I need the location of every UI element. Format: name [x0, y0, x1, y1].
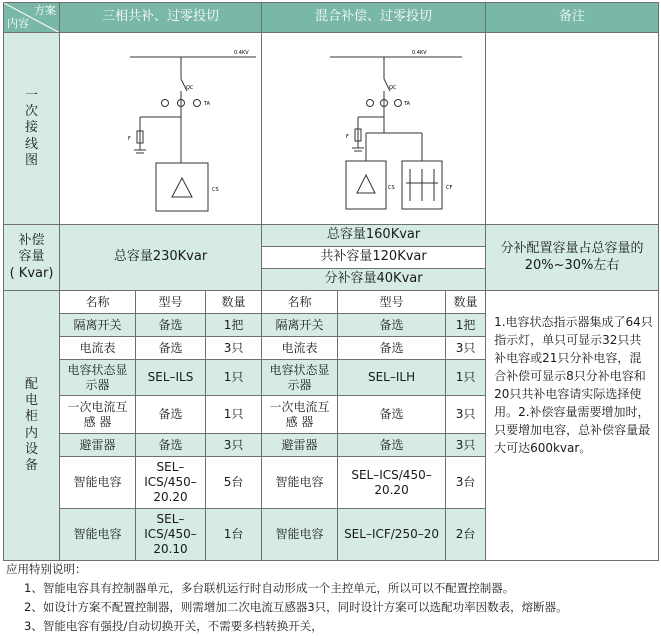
- wiring-row-label: 一次接线图: [4, 33, 60, 225]
- eq-model: SEL–ICS/450–20.20: [338, 457, 446, 509]
- eq-name: 一次电流互感 器: [262, 396, 338, 434]
- eq-model: SEL–ICS/450–20.10: [136, 509, 206, 561]
- eq-name: 电容状态显示器: [60, 360, 136, 396]
- eq-header-qty-1: 数量: [206, 291, 262, 314]
- eq-qty: 2台: [446, 509, 486, 561]
- single-line-diagram-2: [262, 33, 486, 220]
- eq-name: 隔离开关: [60, 314, 136, 337]
- eq-qty: 1把: [446, 314, 486, 337]
- cap-label-2b: CF: [446, 185, 453, 191]
- eq-qty: 3只: [446, 396, 486, 434]
- capacity-row-label: 补偿 容量 ( Kvar): [4, 225, 60, 291]
- scheme2-common-capacity: 共补容量120Kvar: [262, 247, 486, 269]
- fuse-label-1: F: [128, 136, 131, 142]
- eq-header-model-1: 型号: [136, 291, 206, 314]
- spec-table: [3, 2, 659, 561]
- eq-model: 备选: [136, 337, 206, 360]
- ct-label-1: TA: [204, 101, 211, 107]
- eq-name: 智能电容: [60, 457, 136, 509]
- eq-model: SEL–ICF/250–20: [338, 509, 446, 561]
- eq-qty: 3只: [446, 434, 486, 457]
- cap-label-2a: CS: [388, 185, 395, 191]
- bus-label-2: 0.4KV: [412, 50, 427, 56]
- eq-name: 智能电容: [262, 457, 338, 509]
- eq-qty: 3只: [206, 434, 262, 457]
- eq-model: SEL–ILS: [136, 360, 206, 396]
- eq-name: 智能电容: [60, 509, 136, 561]
- eq-qty: 1只: [206, 360, 262, 396]
- note-item-2: 2、如设计方案不配置控制器，则需增加二次电流互感器3只，同时设计方案可以选配功率因数表，熔断器。: [24, 600, 568, 614]
- notes-title: 应用特别说明：: [6, 562, 87, 576]
- eq-header-model-2: 型号: [338, 291, 446, 314]
- cap-label-1: CS: [212, 187, 219, 193]
- eq-header-name-1: 名称: [60, 291, 136, 314]
- ct-label-2: TA: [404, 101, 411, 107]
- corner-header: [4, 3, 60, 33]
- corner-top-label: 方案: [34, 4, 56, 17]
- eq-name: 隔离开关: [262, 314, 338, 337]
- equipment-row-label: 配电柜内设备: [4, 291, 60, 561]
- single-line-diagram-1: [60, 33, 262, 220]
- corner-bottom-label: 内容: [7, 17, 29, 31]
- breaker-label-1: QC: [186, 85, 194, 91]
- eq-model: SEL–ICS/450–20.20: [136, 457, 206, 509]
- eq-qty: 1只: [206, 396, 262, 434]
- eq-name: 电流表: [262, 337, 338, 360]
- eq-model: SEL–ILH: [338, 360, 446, 396]
- eq-qty: 1只: [446, 360, 486, 396]
- eq-model: 备选: [136, 434, 206, 457]
- scheme2-split-capacity: 分补容量40Kvar: [262, 269, 486, 291]
- eq-model: 备选: [338, 337, 446, 360]
- wiring-diagram-scheme-2: [262, 33, 486, 225]
- eq-qty: 3只: [446, 337, 486, 360]
- header-remark: 备注: [486, 3, 659, 33]
- eq-model: 备选: [136, 314, 206, 337]
- eq-qty: 3台: [446, 457, 486, 509]
- header-scheme-2: 混合补偿、过零投切: [262, 3, 486, 33]
- eq-header-name-2: 名称: [262, 291, 338, 314]
- header-scheme-1: 三相共补、过零投切: [60, 3, 262, 33]
- wiring-remark-empty: [486, 33, 659, 225]
- fuse-label-2: F: [346, 134, 349, 140]
- scheme2-total-capacity: 总容量160Kvar: [262, 225, 486, 247]
- eq-name: 智能电容: [262, 509, 338, 561]
- note-item-1: 1、智能电容具有控制器单元，多台联机运行时自动形成一个主控单元，所以可以不配置控制器。: [24, 581, 515, 595]
- capacity-remark: 分补配置容量占总容量的20%~30%左右: [486, 225, 659, 291]
- eq-qty: 3只: [206, 337, 262, 360]
- eq-qty: 1把: [206, 314, 262, 337]
- eq-header-qty-2: 数量: [446, 291, 486, 314]
- eq-qty: 1台: [206, 509, 262, 561]
- breaker-label-2: QC: [389, 85, 397, 91]
- equipment-remark: 1.电容状态指示器集成了64只指示灯，单只可显示32只共补电容或21只分补电容，混合补偿可显示8只分补电容和20只共补电容请实际选择使用。2.补偿容量需要增加时，只要增加电容，总补偿容量最大可达600kvar。: [486, 291, 659, 561]
- wiring-diagram-scheme-1: [60, 33, 262, 225]
- eq-model: 备选: [338, 314, 446, 337]
- bus-label-1: 0.4KV: [234, 50, 249, 56]
- eq-model: 备选: [136, 396, 206, 434]
- eq-name: 避雷器: [60, 434, 136, 457]
- eq-name: 电容状态显示器: [262, 360, 338, 396]
- eq-model: 备选: [338, 434, 446, 457]
- eq-qty: 5台: [206, 457, 262, 509]
- eq-name: 一次电流互感 器: [60, 396, 136, 434]
- eq-name: 避雷器: [262, 434, 338, 457]
- eq-model: 备选: [338, 396, 446, 434]
- application-notes: [6, 560, 656, 636]
- scheme1-total-capacity: 总容量230Kvar: [60, 225, 262, 291]
- eq-name: 电流表: [60, 337, 136, 360]
- note-item-3: 3、智能电容有强投/自动切换开关，不需要多档转换开关，: [24, 619, 323, 633]
